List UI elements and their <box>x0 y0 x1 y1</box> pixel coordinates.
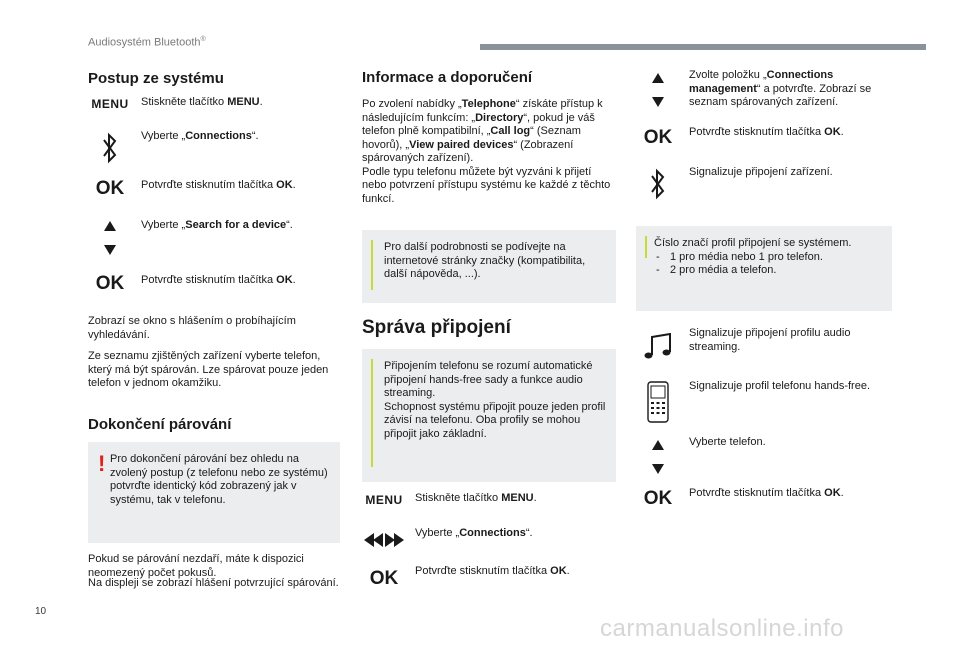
step-ok-1: OK Potvrďte stisknutím tlačítka OK. <box>636 126 892 166</box>
bluetooth-icon <box>88 130 132 166</box>
step-audio-streaming: Signalizuje připojení profilu audio streaming. <box>636 327 892 367</box>
step-connections-management: Zvolte položku „Connections management“ a potvrďte. Zobrazí se seznam spárovaných zařízení. <box>636 69 892 119</box>
warning-icon: ! <box>98 451 106 476</box>
up-down-arrows-icon <box>636 438 680 476</box>
step-ok-2: OK Potvrďte stisknutím tlačítka OK. <box>636 487 892 527</box>
step-ok-2: OK Potvrďte stisknutím tlačítka OK. <box>88 274 340 314</box>
step-menu: MENU Stiskněte tlačítko MENU. <box>88 96 340 136</box>
ok-icon: OK <box>95 273 125 294</box>
heading-dokonceni: Dokončení párování <box>88 416 232 433</box>
info-bar <box>645 236 647 258</box>
ok-icon: OK <box>369 568 399 589</box>
up-down-arrows-icon <box>88 219 132 257</box>
header-title: Audiosystém Bluetooth® <box>88 36 206 49</box>
step-connections: Vyberte „Connections“. <box>88 130 340 170</box>
ok-icon: OK <box>95 178 125 199</box>
heading-postup: Postup ze systému <box>88 70 224 87</box>
heading-informace: Informace a doporučení <box>362 69 533 86</box>
step-search-device: Vyberte „Search for a device“. <box>88 219 340 259</box>
step-ok-1: OK Potvrďte stisknutím tlačítka OK. <box>88 179 340 219</box>
watermark: carmanualsonline.info <box>600 615 844 642</box>
step-menu: MENU Stiskněte tlačítko MENU. <box>362 492 616 532</box>
column-middle <box>362 0 616 649</box>
warning-box: ! Pro dokončení párování bez ohledu na zvolený postup (z telefonu nebo ze systému) potvrďte identický kód zobrazený jak v systému, tak v telefonu. <box>88 442 340 543</box>
column-left <box>88 0 340 649</box>
ok-icon: OK <box>643 488 673 509</box>
step-connections: Vyberte „Connections“. <box>362 527 616 567</box>
phone-icon <box>636 380 680 424</box>
music-note-icon <box>636 329 680 365</box>
info-bar <box>371 240 373 290</box>
paragraph-select-phone: Ze seznamu zjištěných zařízení vyberte telefon, který má být spárován. Lze spárovat pouze jeden telefon v jednom okamžiku. <box>88 350 329 389</box>
step-hands-free: Signalizuje profil telefonu hands-free. <box>636 380 892 424</box>
paragraph-searching: Zobrazí se okno s hlášením o probíhajícím vyhledávání. <box>88 315 296 341</box>
info-box-profile: Číslo značí profil připojení se systémem. - 1 pro média nebo 1 pro telefon. - 2 pro média a telefon. <box>636 226 892 311</box>
ok-icon: OK <box>643 127 673 148</box>
menu-icon: MENU <box>91 97 129 111</box>
step-select-phone: Vyberte telefon. <box>636 436 892 476</box>
paragraph-retries: Pokud se párování nezdaří, máte k dispozici neomezený počet pokusů. <box>88 553 304 579</box>
heading-sprava: Správa připojení <box>362 317 511 338</box>
step-ok: OK Potvrďte stisknutím tlačítka OK. <box>362 565 616 605</box>
info-bar <box>371 359 373 467</box>
up-down-arrows-icon <box>636 71 680 109</box>
left-right-arrows-icon <box>362 527 406 553</box>
step-device-connected: Signalizuje připojení zařízení. <box>636 166 892 206</box>
info-box-connections: Připojením telefonu se rozumí automatické připojení hands-free sady a funkce audio streaming. Schopnost systému připojit pouze jeden profil závisí na telefonu. Oba profily se mohou připojit jako základní. <box>362 349 616 482</box>
page-number: 10 <box>35 606 47 617</box>
info-box-website: Pro další podrobnosti se podívejte na internetové stránky značky (kompatibilita, další nápověda, ...). <box>362 230 616 303</box>
menu-icon: MENU <box>365 493 403 507</box>
column-right <box>636 0 892 649</box>
bluetooth-icon <box>636 166 680 202</box>
paragraph-confirm-message: Na displeji se zobrazí hlášení potvrzující spárování. <box>88 577 339 589</box>
paragraph-telephone-intro: Po zvolení nabídky „Telephone“ získáte přístup k následujícím funkcím: „Directory“, pokud je váš telefon plně kompatibilní, „Call log“ (Seznam hovorů), „View paired devices“ (Zobrazení spárovaných zařízení). Podle typu telefonu můžete být vyzváni k přijetí nebo potvrzení přístupu systému ke každé z těchto funkcí. <box>362 98 611 205</box>
